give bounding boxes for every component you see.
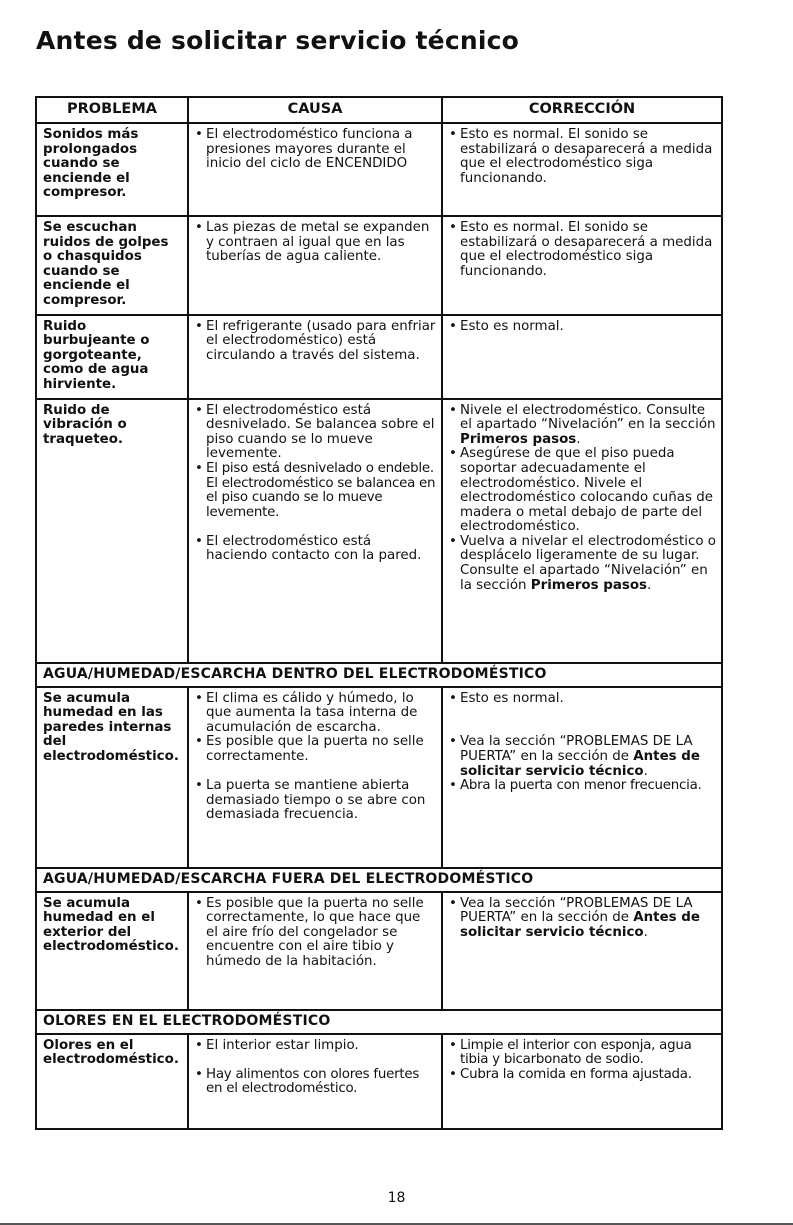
cause-cell <box>188 1034 442 1129</box>
section-reference: Primeros pasos <box>460 431 577 447</box>
correction-text: Nivele el electrodoméstico. Consulte el apartado “Nivelación” en la sección <box>460 402 716 433</box>
cause-item: • La puerta se mantiene abierta demasiado tiempo o se abre con demasiada frecuencia. <box>195 779 436 823</box>
problem-cell: Ruido de vibración o traqueteo. <box>36 399 188 663</box>
correction-end: . <box>647 577 652 593</box>
correction-cell <box>442 892 722 1010</box>
correction-end: . <box>643 763 648 779</box>
correction-item: • Cubra la comida en forma ajustada. <box>449 1068 716 1083</box>
correction-item: • Esto es normal. El sonido se estabilizará o desaparecerá a medida que el electrodoméstico siga funcionando. <box>449 221 716 279</box>
cause-item: • El piso está desnivelado o endeble. El electrodoméstico se balancea en el piso cuando se lo mueve levemente. <box>195 462 436 520</box>
cause-cell <box>188 687 442 868</box>
cause-item: • Hay alimentos con olores fuertes en el electrodoméstico. <box>195 1068 436 1097</box>
section-header-row <box>36 663 722 687</box>
table-row <box>36 315 722 399</box>
correction-cell <box>442 216 722 315</box>
section-reference: Primeros pasos <box>530 577 648 593</box>
table-row <box>36 123 722 216</box>
section-header-row <box>36 1010 722 1034</box>
section-reference: Antes de solicitar servicio técnico <box>460 748 700 779</box>
section-title-interior: AGUA/HUMEDAD/ESCARCHA DENTRO DEL ELECTRODOMÉSTICO <box>36 663 722 687</box>
correction-cell <box>442 315 722 399</box>
cause-item: • El electrodoméstico funciona a presiones mayores durante el inicio del ciclo de ENCENDIDO <box>195 128 436 172</box>
problem-cell: Ruido burbujeante o gorgoteante, como de agua hirviente. <box>36 315 188 399</box>
cause-item: • El clima es cálido y húmedo, lo que aumenta la tasa interna de acumulación de escarcha. <box>195 692 436 736</box>
header-correccion: CORRECCIÓN <box>442 97 722 123</box>
header-causa: CAUSA <box>188 97 442 123</box>
correction-end: . <box>576 431 581 447</box>
cause-item: • El electrodoméstico está haciendo contacto con la pared. <box>195 535 436 564</box>
correction-item: • Asegúrese de que el piso pueda soportar adecuadamente el electrodoméstico. Nivele el electrodoméstico colocando cuñas de madera o metal debajo de parte del electrodoméstico. <box>449 447 716 535</box>
section-title-exterior: AGUA/HUMEDAD/ESCARCHA FUERA DEL ELECTRODOMÉSTICO <box>36 868 722 892</box>
header-problema: PROBLEMA <box>36 97 188 123</box>
correction-item: • Abra la puerta con menor frecuencia. <box>449 779 716 794</box>
correction-text: Vea la sección “PROBLEMAS DE LA PUERTA” en la sección de <box>460 895 693 926</box>
correction-item <box>449 404 716 448</box>
correction-text: Vuelva a nivelar el electrodoméstico o desplácelo ligeramente de su lugar. Consulte el apartado “Nivelación” en la sección <box>460 533 716 593</box>
problem-cell: Se acumula humedad en el exterior del electrodoméstico. <box>36 892 188 1010</box>
correction-item <box>449 897 716 941</box>
troubleshooting-table <box>35 96 723 1130</box>
problem-cell: Se acumula humedad en las paredes internas del electrodoméstico. <box>36 687 188 868</box>
cause-item: • Es posible que la puerta no selle correctamente, lo que hace que el aire frío del congelador se encuentre con el aire tibio y húmedo de la habitación. <box>195 897 436 970</box>
problem-cell: Sonidos más prolongados cuando se enciende el compresor. <box>36 123 188 216</box>
cause-cell <box>188 892 442 1010</box>
cause-item: • El refrigerante (usado para enfriar el electrodoméstico) está circulando a través del sistema. <box>195 320 436 364</box>
section-title-odors: OLORES EN EL ELECTRODOMÉSTICO <box>36 1010 722 1034</box>
section-header-row <box>36 868 722 892</box>
cause-cell <box>188 216 442 315</box>
correction-cell <box>442 687 722 868</box>
table-row <box>36 687 722 868</box>
cause-item: • El electrodoméstico está desnivelado. Se balancea sobre el piso cuando se lo mueve levemente. <box>195 404 436 462</box>
correction-text: Vea la sección “PROBLEMAS DE LA PUERTA” en la sección de <box>460 734 693 764</box>
correction-item <box>449 735 716 779</box>
correction-cell <box>442 399 722 663</box>
cause-cell <box>188 123 442 216</box>
page-title: Antes de solicitar servicio técnico <box>36 26 520 55</box>
table-row <box>36 892 722 1010</box>
correction-item: • Esto es normal. <box>449 320 716 335</box>
header-row <box>36 97 722 123</box>
correction-cell <box>442 1034 722 1129</box>
table-row <box>36 399 722 663</box>
correction-end: . <box>643 924 648 940</box>
page-number: 18 <box>387 1190 406 1206</box>
cause-cell <box>188 399 442 663</box>
correction-item <box>449 535 716 593</box>
cause-item: • Es posible que la puerta no selle correctamente. <box>195 735 436 764</box>
table-row <box>36 1034 722 1129</box>
problem-cell: Olores en el electrodoméstico. <box>36 1034 188 1129</box>
correction-item: • Limpie el interior con esponja, agua tibia y bicarbonato de sodio. <box>449 1039 716 1068</box>
cause-cell <box>188 315 442 399</box>
section-reference: Antes de solicitar servicio técnico <box>460 910 700 940</box>
cause-item: • Las piezas de metal se expanden y contraen al igual que en las tuberías de agua caliente. <box>195 221 436 265</box>
correction-item: • Esto es normal. El sonido se estabilizará o desaparecerá a medida que el electrodoméstico siga funcionando. <box>449 128 716 186</box>
table-row <box>36 216 722 315</box>
problem-cell: Se escuchan ruidos de golpes o chasquidos cuando se enciende el compresor. <box>36 216 188 315</box>
correction-item: • Esto es normal. <box>449 692 716 707</box>
correction-cell <box>442 123 722 216</box>
cause-item: • El interior estar limpio. <box>195 1039 436 1054</box>
